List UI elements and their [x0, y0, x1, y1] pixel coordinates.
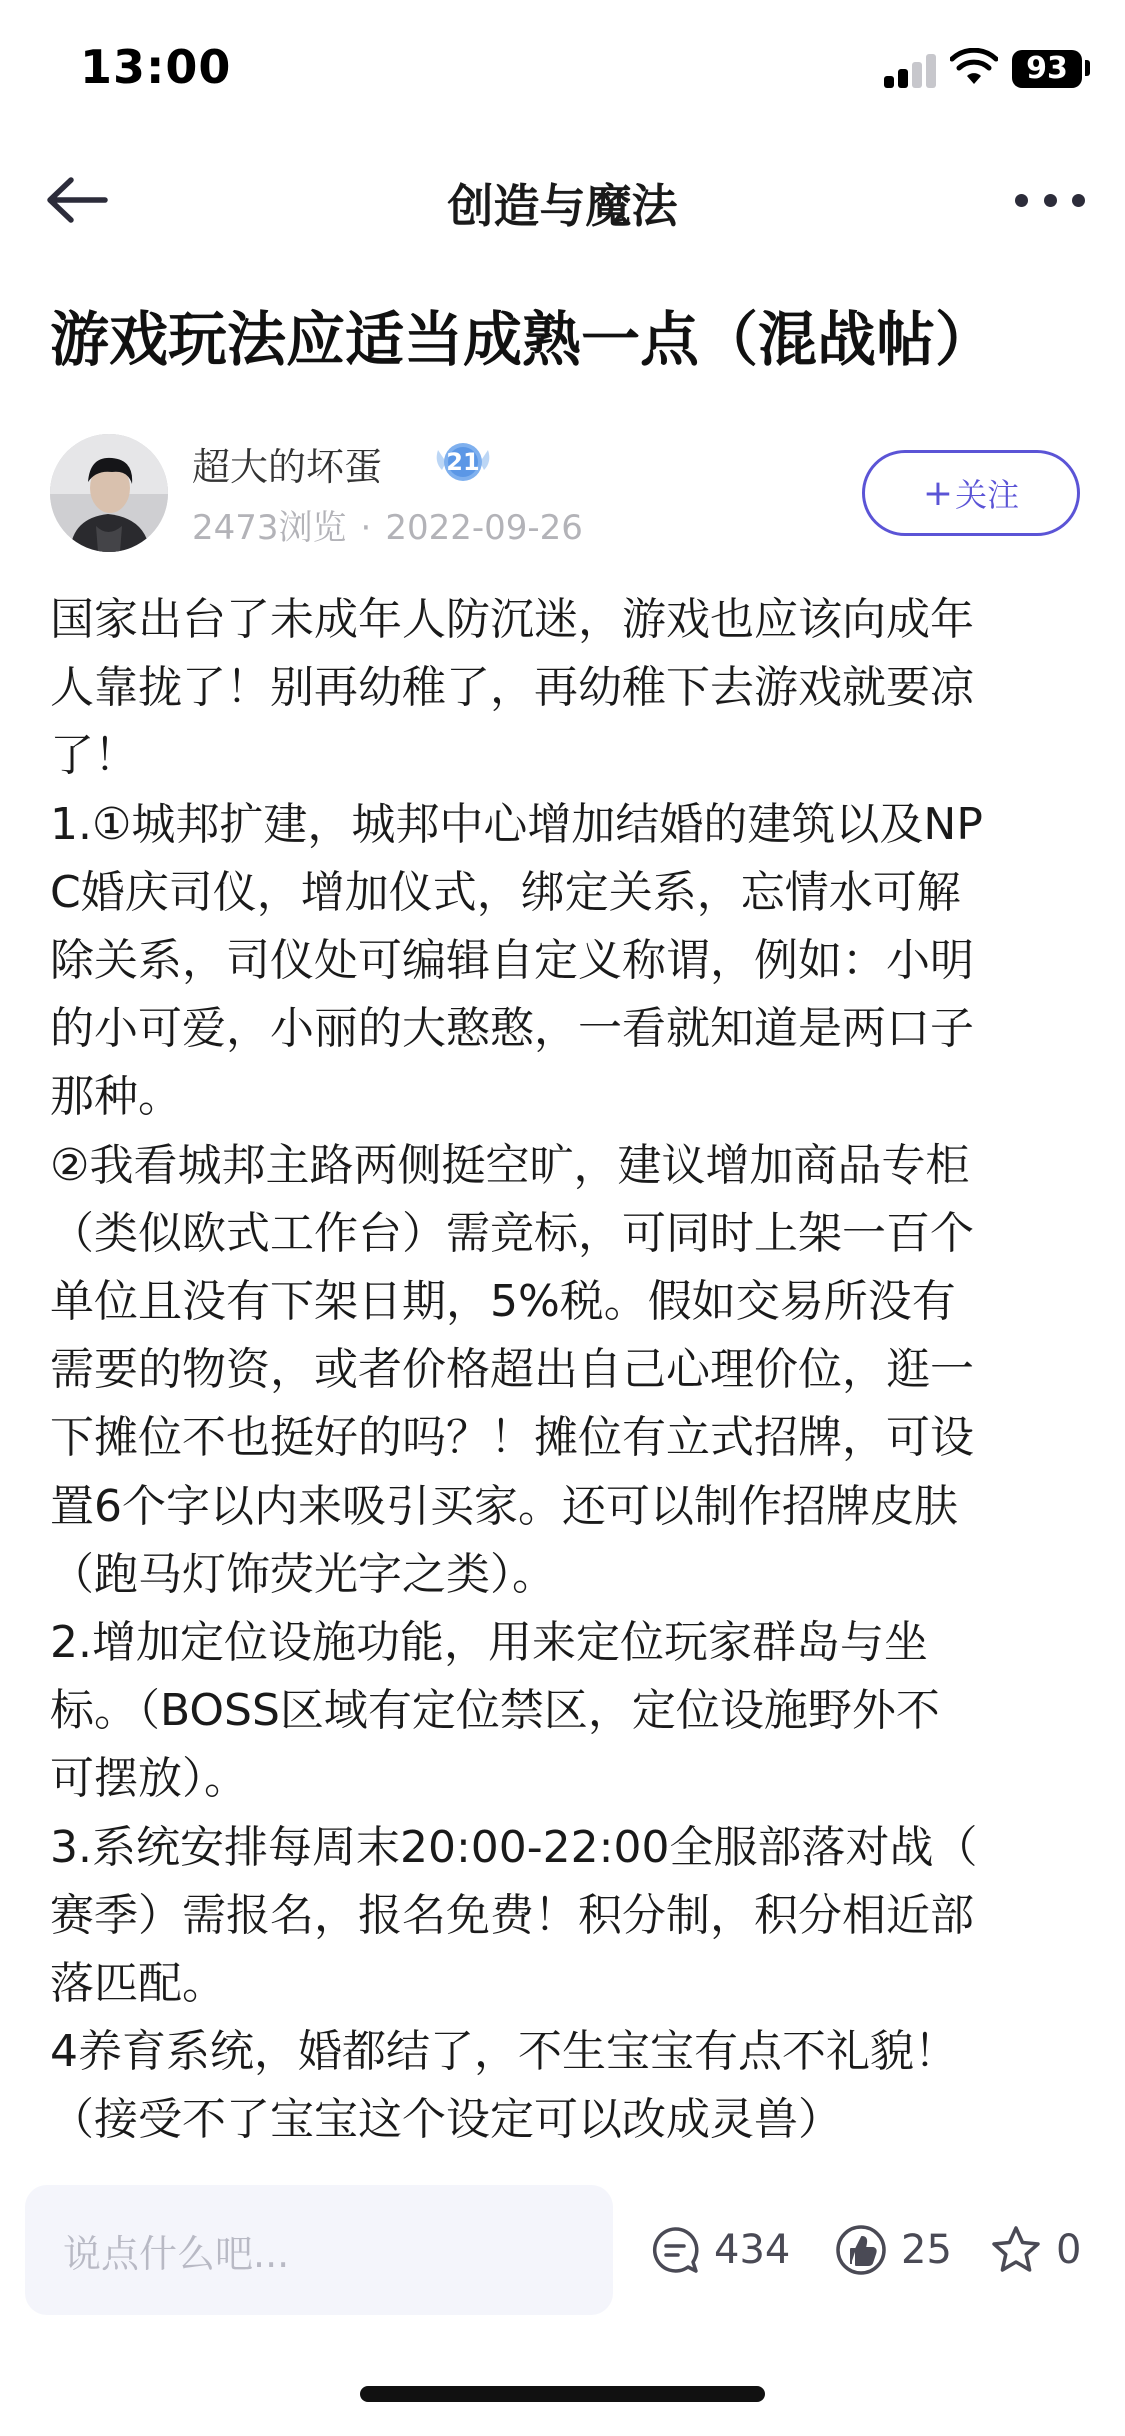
comment-input[interactable]: 说点什么吧... — [25, 2185, 613, 2315]
content-line: 了！ — [50, 730, 138, 782]
content-line: 下摊位不也挺好的吗？！摊位有立式招牌，可设 — [50, 1412, 974, 1464]
content-line: 可摆放）。 — [50, 1753, 248, 1805]
post-meta — [192, 500, 583, 549]
follow-button[interactable] — [862, 450, 1080, 536]
home-indicator — [360, 2386, 765, 2402]
follow-label: 关注 — [955, 476, 1020, 514]
post-content — [50, 586, 1080, 2146]
level-badge — [434, 436, 492, 488]
likes-count: 25 — [901, 2227, 952, 2273]
favorite-button[interactable] — [990, 2212, 1081, 2288]
more-button[interactable] — [1015, 178, 1085, 222]
more-dot — [1015, 194, 1028, 207]
content-line: C婚庆司仪，增加仪式，绑定关系，忘情水可解 — [50, 866, 961, 918]
content-line: （跑马灯饰荧光字之类）。 — [50, 1548, 556, 1600]
content-line: 人靠拢了！别再幼稚了，再幼稚下去游戏就要凉 — [50, 662, 974, 714]
author-row — [50, 430, 1090, 560]
more-dot — [1044, 194, 1057, 207]
more-dot — [1072, 194, 1085, 207]
avatar-image — [50, 434, 168, 552]
nav-bar — [0, 140, 1125, 260]
like-button[interactable] — [835, 2212, 952, 2288]
content-line: 需要的物资，或者价格超出自己心理价位，逛一 — [50, 1344, 974, 1396]
content-line: 4养育系统，婚都结了，不生宝宝有点不礼貌！ — [50, 2026, 958, 2078]
comment-icon — [650, 2225, 700, 2275]
content-line: 落匹配。 — [50, 1958, 226, 2010]
content-line: （类似欧式工作台）需竞标，可同时上架一百个 — [50, 1207, 974, 1259]
battery-tip — [1085, 60, 1090, 76]
content-line: 赛季）需报名，报名免费！积分制，积分相近部 — [50, 1889, 974, 1941]
content-line: 那种。 — [50, 1071, 182, 1123]
avatar[interactable] — [50, 434, 168, 552]
content-line: 单位且没有下架日期，5%税。假如交易所没有 — [50, 1276, 956, 1328]
wifi-icon — [950, 48, 998, 88]
post-title: 游戏玩法应适当成熟一点（混战帖） — [50, 305, 995, 374]
comments-button[interactable] — [650, 2212, 790, 2288]
post-date: 2022-09-26 — [385, 508, 583, 548]
thumbs-up-icon — [835, 2224, 887, 2276]
nav-title: 创造与魔法 — [447, 179, 678, 233]
favorites-count: 0 — [1056, 2227, 1082, 2273]
meta-separator: · — [360, 508, 372, 548]
status-bar — [0, 0, 1125, 140]
content-line: 1.①城邦扩建，城邦中心增加结婚的建筑以及NP — [50, 798, 983, 850]
plus-icon: + — [922, 472, 954, 514]
comments-count: 434 — [714, 2227, 791, 2273]
content-line: （接受不了宝宝这个设定可以改成灵兽） — [50, 2094, 842, 2146]
content-line: 除关系，司仪处可编辑自定义称谓，例如：小明 — [50, 935, 974, 987]
status-time: 13:00 — [80, 40, 232, 94]
level-number: 21 — [446, 448, 480, 476]
content-line: 2.增加定位设施功能，用来定位玩家群岛与坐 — [50, 1617, 928, 1669]
content-line: 国家出台了未成年人防沉迷，游戏也应该向成年 — [50, 594, 974, 645]
content-line: 标。（BOSS区域有定位禁区，定位设施野外不 — [50, 1685, 940, 1737]
battery-indicator: 93 — [1012, 50, 1082, 88]
author-name[interactable]: 超大的坏蛋 — [192, 445, 383, 489]
content-line: ②我看城邦主路两侧挺空旷，建议增加商品专柜 — [50, 1139, 970, 1191]
view-count: 2473浏览 — [192, 508, 347, 548]
content-line: 的小可爱，小丽的大憨憨，一看就知道是两口子 — [50, 1003, 974, 1055]
bottom-action-bar — [0, 2150, 1125, 2436]
cellular-signal-icon — [884, 52, 940, 88]
star-icon — [990, 2224, 1042, 2276]
content-line: 置6个字以内来吸引买家。还可以制作招牌皮肤 — [50, 1480, 958, 1532]
content-line: 3.系统安排每周末20:00-22:00全服部落对战（ — [50, 1821, 978, 1873]
